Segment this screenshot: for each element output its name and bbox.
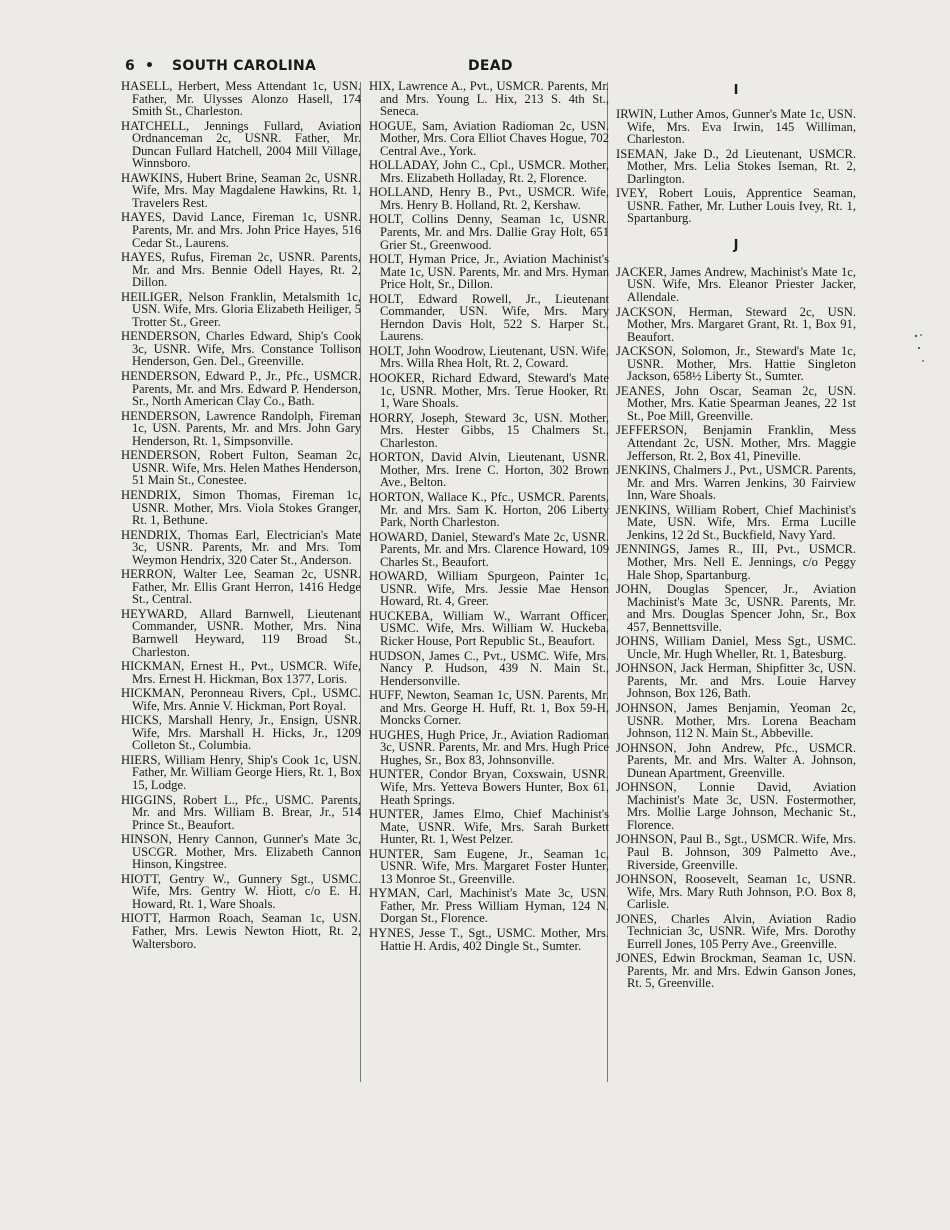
casualty-entry: HUNTER, Condor Bryan, Coxswain, USNR. Wife, Mrs. Yetteva Bowers Hunter, Box 61, Heath Springs. — [369, 767, 609, 807]
casualty-entry: JENNINGS, James R., III, Pvt., USMCR. Mother, Mrs. Nell E. Jennings, c/o Peggy Hale Shop, Spartanburg. — [616, 542, 856, 582]
column-1 — [121, 80, 361, 952]
casualty-entry: HIGGINS, Robert L., Pfc., USMC. Parents, Mr. and Mrs. William B. Brear, Jr., 514 Prince St., Beaufort. — [121, 792, 361, 832]
casualty-entry: HOLT, Edward Rowell, Jr., Lieutenant Commander, USN. Wife, Mrs. Mary Herndon Davis Holt, 522 S. Harper St., Laurens. — [369, 291, 609, 344]
casualty-entry: HUGHES, Hugh Price, Jr., Aviation Radioman 3c, USNR. Parents, Mr. and Mrs. Hugh Price Hughes, Sr., Box 83, Johnsonville. — [369, 727, 609, 767]
casualty-entry: IRWIN, Luther Amos, Gunner's Mate 1c, USN. Wife, Mrs. Eva Irwin, 145 Williman, Charleston. — [616, 107, 856, 147]
casualty-entry: HUFF, Newton, Seaman 1c, USN. Parents, Mr. and Mrs. George H. Huff, Rt. 1, Box 59-H, Moncks Corner. — [369, 688, 609, 728]
casualty-entry: HORRY, Joseph, Steward 3c, USN. Mother, Mrs. Hester Gibbs, 15 Chalmers St., Charleston. — [369, 410, 609, 450]
letter-heading-j: J — [733, 237, 739, 253]
casualty-entry: HENDERSON, Robert Fulton, Seaman 2c, USNR. Wife, Mrs. Helen Mathes Henderson, 51 Main St., Conestee. — [121, 448, 361, 488]
casualty-entry: HICKS, Marshall Henry, Jr., Ensign, USNR. Wife, Mrs. Marshall H. Hicks, Jr., 1209 Colleton St., Columbia. — [121, 713, 361, 753]
casualty-entry: HOGUE, Sam, Aviation Radioman 2c, USN. Mother, Mrs. Cora Elliot Chaves Hogue, 702 Central Ave., York. — [369, 118, 609, 158]
casualty-entry: HOLT, John Woodrow, Lieutenant, USN. Wife, Mrs. Willa Rhea Holt, Rt. 2, Coward. — [369, 343, 609, 371]
casualty-entry: JACKER, James Andrew, Machinist's Mate 1c, USN. Wife, Mrs. Eleanor Priester Jacker, Allendale. — [616, 264, 856, 305]
casualty-entry: JACKSON, Solomon, Jr., Steward's Mate 1c, USNR. Mother, Mrs. Hattie Singleton Jackson, 658½ Liberty St., Sumter. — [616, 344, 856, 384]
casualty-entry: HATCHELL, Jennings Fullard, Aviation Ordnanceman 2c, USNR. Father, Mr. Duncan Fullard Hatchell, 2004 Mill Village, Winnsboro. — [121, 118, 361, 171]
casualty-entry: HINSON, Henry Cannon, Gunner's Mate 3c, USCGR. Mother, Mrs. Elizabeth Cannon Hinson, Kingstree. — [121, 832, 361, 872]
casualty-entry: HASELL, Herbert, Mess Attendant 1c, USN. Father, Mr. Ulysses Alonzo Hasell, 174 Smith St., Charleston. — [121, 79, 361, 119]
casualty-entry: HOLT, Hyman Price, Jr., Aviation Machinist's Mate 1c, USN. Parents, Mr. and Mrs. Hyman Price Holt, Sr., Dillon. — [369, 252, 609, 292]
casualty-entry: HIX, Lawrence A., Pvt., USMCR. Parents, Mr. and Mrs. Young L. Hix, 213 S. 4th St., Seneca. — [369, 79, 609, 119]
casualty-entry: ISEMAN, Jake D., 2d Lieutenant, USMCR. Mother, Mrs. Lelia Stokes Iseman, Rt. 2, Darlington. — [616, 146, 856, 186]
casualty-entry: HORTON, David Alvin, Lieutenant, USNR. Mother, Mrs. Irene C. Horton, 302 Brown Ave., Belton. — [369, 450, 609, 490]
column-3 — [616, 80, 856, 992]
casualty-entry: JOHNS, William Daniel, Mess Sgt., USMC. Uncle, Mr. Hugh Wheller, Rt. 1, Batesburg. — [616, 634, 856, 661]
casualty-entry: HICKMAN, Peronneau Rivers, Cpl., USMC. Wife, Mrs. Annie V. Hickman, Port Royal. — [121, 686, 361, 713]
letter-heading-i: I — [733, 83, 739, 98]
casualty-entry: HAYES, David Lance, Fireman 1c, USNR. Parents, Mr. and Mrs. John Price Hayes, 516 Cedar St., Laurens. — [121, 210, 361, 250]
casualty-entry: JOHNSON, John Andrew, Pfc., USMCR. Parents, Mr. and Mrs. Walter A. Johnson, Dunean Apartment, Greenville. — [616, 740, 856, 780]
page-number: 6 — [125, 58, 136, 74]
casualty-entry: HUCKEBA, William W., Warrant Officer, USMC. Wife, Mrs. William W. Huckeba, Ricker House, Port Republic St., Beaufort. — [369, 608, 609, 648]
casualty-entry: JOHNSON, Roosevelt, Seaman 1c, USNR. Wife, Mrs. Mary Ruth Johnson, P.O. Box 8, Carlisle. — [616, 872, 856, 912]
casualty-entry: JEANES, John Oscar, Seaman 2c, USN. Mother, Mrs. Katie Spearman Jeanes, 22 1st St., Poe Mill, Greenville. — [616, 383, 856, 423]
casualty-entry: HENDERSON, Edward P., Jr., Pfc., USMCR. Parents, Mr. and Mrs. Edward P. Henderson, Sr., North American Clay Co., Bath. — [121, 369, 361, 409]
casualty-entry: HENDRIX, Thomas Earl, Electrician's Mate 3c, USNR. Parents, Mr. and Mrs. Tom Weymon Hendrix, 320 Cater St., Anderson. — [121, 527, 361, 567]
casualty-entry: HAYES, Rufus, Fireman 2c, USNR. Parents, Mr. and Mrs. Bennie Odell Hayes, Rt. 2, Dillon. — [121, 250, 361, 290]
casualty-entry: HYMAN, Carl, Machinist's Mate 3c, USN. Father, Mr. Press William Hyman, 124 N. Dorgan St., Florence. — [369, 886, 609, 926]
casualty-entry: JONES, Charles Alvin, Aviation Radio Technician 3c, USNR. Wife, Mrs. Dorothy Eurrell Jones, 105 Perry Ave., Greenville. — [616, 911, 856, 951]
entries-i — [616, 108, 856, 225]
print-specks — [913, 328, 927, 368]
casualty-entry: HYNES, Jesse T., Sgt., USMC. Mother, Mrs. Hattie H. Ardis, 402 Dingle St., Sumter. — [369, 926, 609, 953]
casualty-entry: HOWARD, Daniel, Steward's Mate 2c, USNR. Parents, Mr. and Mrs. Clarence Howard, 109 Charles St., Beaufort. — [369, 529, 609, 569]
casualty-entry: JACKSON, Herman, Steward 2c, USN. Mother, Mrs. Margaret Grant, Rt. 1, Box 91, Beaufort. — [616, 304, 856, 344]
page-header — [125, 58, 845, 78]
casualty-entry: HENDERSON, Charles Edward, Ship's Cook 3c, USNR. Wife, Mrs. Constance Tollison Henderson, Gen. Del., Greenville. — [121, 329, 361, 369]
casualty-entry: JEFFERSON, Benjamin Franklin, Mess Attendant 2c, USN. Mother, Mrs. Maggie Jefferson, Rt. 2, Box 41, Pineville. — [616, 423, 856, 463]
casualty-entry: IVEY, Robert Louis, Apprentice Seaman, USNR. Father, Mr. Luther Louis Ivey, Rt. 1, Spartanburg. — [616, 186, 856, 226]
casualty-entry: HIERS, William Henry, Ship's Cook 1c, USN. Father, Mr. William George Hiers, Rt. 1, Box 15, Lodge. — [121, 752, 361, 792]
casualty-entry: HERRON, Walter Lee, Seaman 2c, USNR. Father, Mr. Ellis Grant Herron, 1416 Hedge St., Central. — [121, 567, 361, 607]
casualty-entry: HUNTER, James Elmo, Chief Machinist's Mate, USNR. Wife, Mrs. Sarah Burkett Hunter, Rt. 1, West Pelzer. — [369, 807, 609, 847]
casualty-entry: HOLLAND, Henry B., Pvt., USMCR. Wife, Mrs. Henry B. Holland, Rt. 2, Kershaw. — [369, 185, 609, 212]
section-title: DEAD — [468, 58, 513, 74]
casualty-entry: HUDSON, James C., Pvt., USMC. Wife, Mrs. Nancy P. Hudson, 439 N. Main St., Hendersonville. — [369, 648, 609, 688]
casualty-entry: HOLLADAY, John C., Cpl., USMCR. Mother, Mrs. Elizabeth Holladay, Rt. 2, Florence. — [369, 158, 609, 185]
casualty-entry: HEYWARD, Allard Barnwell, Lieutenant Commander, USNR. Mother, Mrs. Nina Barnwell Heyward, 119 Broad St., Charleston. — [121, 606, 361, 659]
column-2 — [369, 80, 609, 954]
casualty-entry: JENKINS, Chalmers J., Pvt., USMCR. Parents, Mr. and Mrs. Warren Jenkins, 30 Fairview Inn, Ware Shoals. — [616, 463, 856, 503]
entries-j — [616, 266, 856, 990]
casualty-entry: HAWKINS, Hubert Brine, Seaman 2c, USNR. Wife, Mrs. May Magdalene Hawkins, Rt. 1, Travelers Rest. — [121, 170, 361, 210]
casualty-entry: HEILIGER, Nelson Franklin, Metalsmith 1c, USN. Wife, Mrs. Gloria Elizabeth Heiliger, 5 Trotter St., Greer. — [121, 289, 361, 329]
casualty-entry: HIOTT, Harmon Roach, Seaman 1c, USN. Father, Mrs. Lewis Newton Hiott, Rt. 2, Waltersboro. — [121, 911, 361, 951]
casualty-entry: HENDERSON, Lawrence Randolph, Fireman 1c, USN. Parents, Mr. and Mrs. John Gary Henderson, Rt. 1, Simpsonville. — [121, 408, 361, 448]
casualty-entry: HOWARD, William Spurgeon, Painter 1c, USNR. Wife, Mrs. Jessie Mae Henson Howard, Rt. 4, Greer. — [369, 569, 609, 609]
casualty-entry: HUNTER, Sam Eugene, Jr., Seaman 1c, USNR. Wife, Mrs. Margaret Foster Hunter, 13 Monroe St., Greenville. — [369, 846, 609, 886]
casualty-entry: HOOKER, Richard Edward, Steward's Mate 1c, USNR. Mother, Mrs. Terue Hooker, Rt. 1, Ware Shoals. — [369, 371, 609, 411]
casualty-entry: HIOTT, Gentry W., Gunnery Sgt., USMC. Wife, Mrs. Gentry W. Hiott, c/o E. H. Howard, Rt. 1, Ware Shoals. — [121, 871, 361, 911]
casualty-entry: HORTON, Wallace K., Pfc., USMCR. Parents, Mr. and Mrs. Sam K. Horton, 206 Liberty Park, North Charleston. — [369, 489, 609, 530]
casualty-entry: JOHNSON, James Benjamin, Yeoman 2c, USNR. Mother, Mrs. Lorena Beacham Johnson, 112 N. Main St., Abbeville. — [616, 700, 856, 741]
casualty-entry: HENDRIX, Simon Thomas, Fireman 1c, USNR. Mother, Mrs. Viola Stokes Granger, Rt. 1, Bethune. — [121, 487, 361, 528]
casualty-entry: JONES, Edwin Brockman, Seaman 1c, USN. Parents, Mr. and Mrs. Edwin Ganson Jones, Rt. 5, Greenville. — [616, 951, 856, 991]
casualty-entry: JOHNSON, Lonnie David, Aviation Machinist's Mate 3c, USN. Fostermother, Mrs. Mollie Large Johnson, Mechanic St., Florence. — [616, 780, 856, 832]
casualty-entry: HOLT, Collins Denny, Seaman 1c, USNR. Parents, Mr. and Mrs. Dallie Gray Holt, 651 Grier St., Greenwood. — [369, 212, 609, 252]
casualty-entry: JOHN, Douglas Spencer, Jr., Aviation Machinist's Mate 3c, USNR. Parents, Mr. and Mrs. Douglas Spencer John, Sr., Box 457, Bennettsville. — [616, 582, 856, 634]
casualty-entry: HICKMAN, Ernest H., Pvt., USMCR. Wife, Mrs. Ernest H. Hickman, Box 1377, Loris. — [121, 659, 361, 686]
header-bullet: • — [145, 58, 155, 74]
state-name: SOUTH CAROLINA — [172, 58, 317, 74]
casualty-entry: JOHNSON, Paul B., Sgt., USMCR. Wife, Mrs. Paul B. Johnson, 309 Palmetto Ave., Riverside, Greenville. — [616, 832, 856, 872]
casualty-entry: JOHNSON, Jack Herman, Shipfitter 3c, USN. Parents, Mr. and Mrs. Louie Harvey Johnson, Box 126, Bath. — [616, 661, 856, 701]
casualty-entry: JENKINS, William Robert, Chief Machinist's Mate, USN. Wife, Mrs. Erma Lucille Jenkins, 12 2d St., Buckfield, Navy Yard. — [616, 502, 856, 542]
